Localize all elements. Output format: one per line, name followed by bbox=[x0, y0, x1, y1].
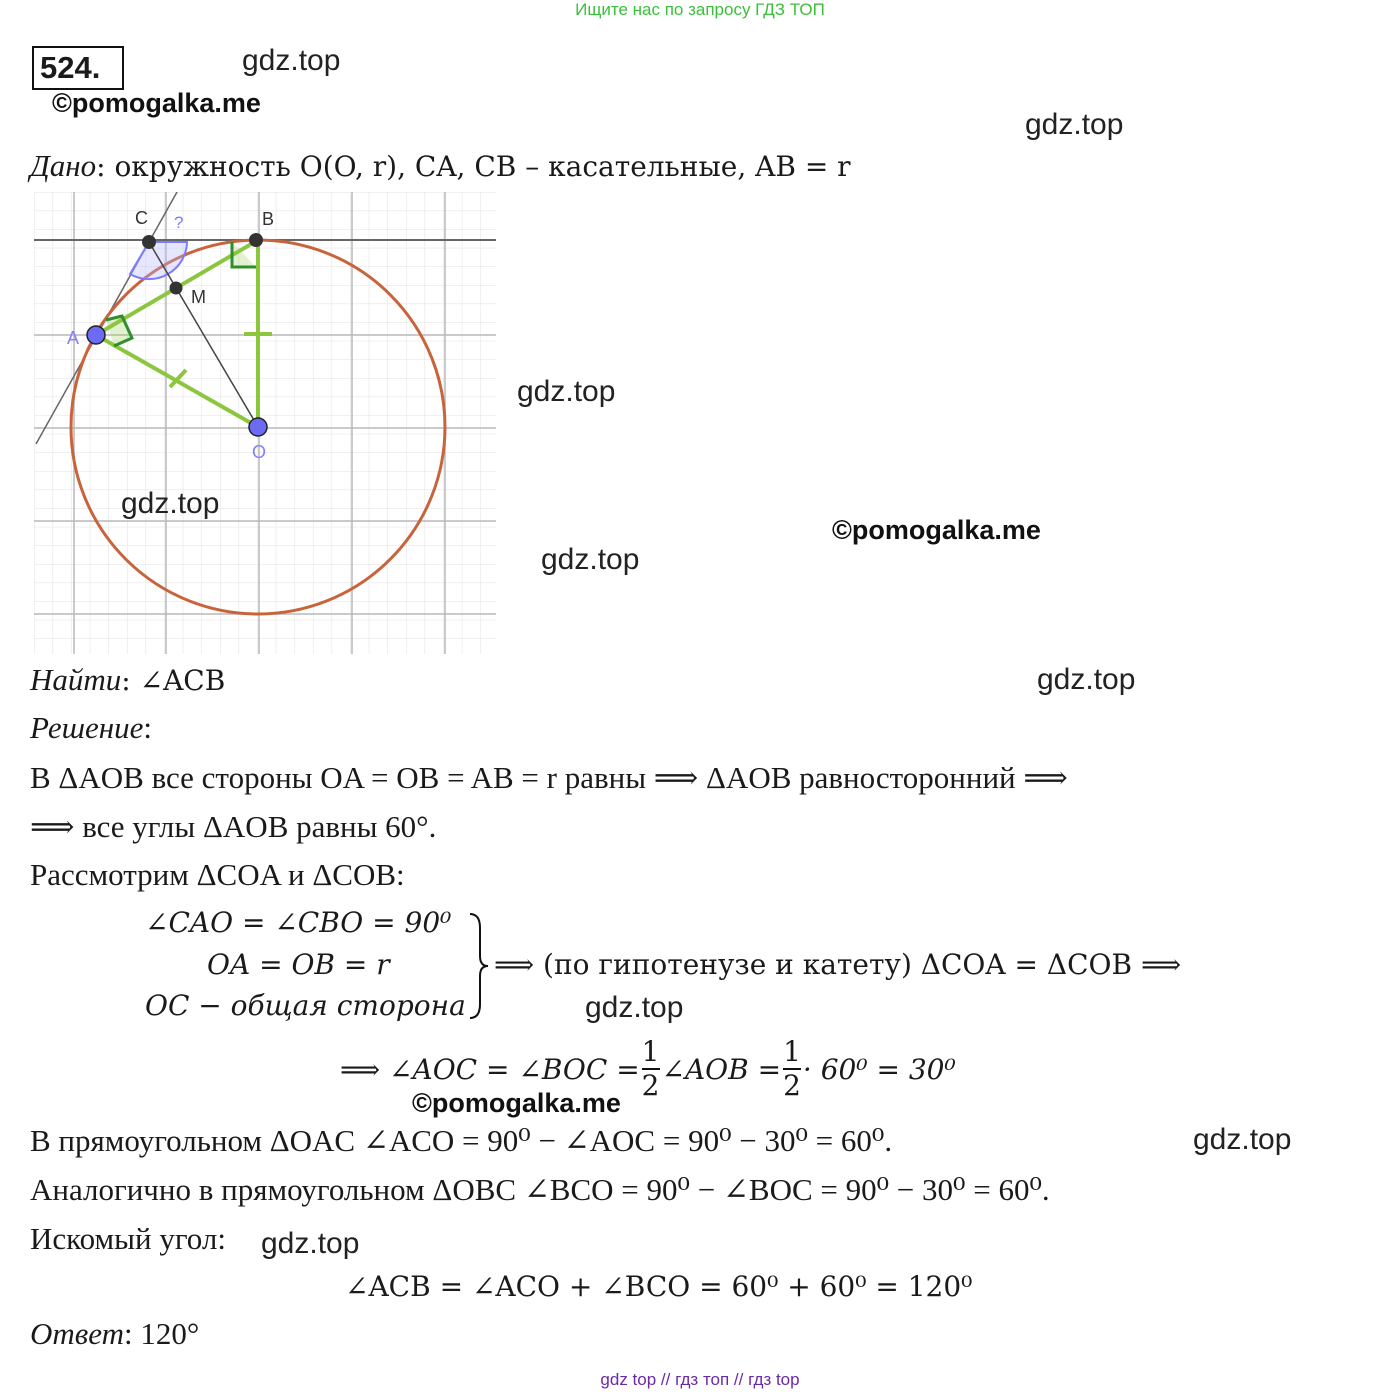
eq-part-c: · 60⁰ = 30⁰ bbox=[802, 1052, 956, 1086]
answer-line bbox=[30, 1316, 199, 1352]
find-line bbox=[30, 662, 225, 698]
fraction-num: 1 bbox=[783, 1035, 801, 1068]
fraction-den: 2 bbox=[641, 1069, 660, 1102]
system-line-1: ∠CAO = ∠CBO = 90⁰ bbox=[145, 906, 452, 939]
point-c bbox=[142, 235, 156, 249]
given-label: Дано bbox=[30, 148, 97, 183]
top-banner[interactable]: Ищите нас по запросу ГДЗ ТОП bbox=[575, 0, 825, 19]
eq-part-b: ∠AOB = bbox=[661, 1052, 782, 1086]
point-a bbox=[87, 326, 105, 344]
fraction-half-1 bbox=[642, 1036, 660, 1102]
label-o: O bbox=[252, 442, 267, 462]
watermark-pomogalka: ©pomogalka.me bbox=[52, 88, 261, 118]
watermark-gdz: gdz.top bbox=[541, 543, 640, 576]
system-brace bbox=[466, 910, 490, 1022]
watermark-gdz: gdz.top bbox=[517, 375, 616, 408]
eq-part-a: ⟹ ∠AOC = ∠BOC = bbox=[340, 1052, 640, 1086]
solution-line-6: Искомый угол: bbox=[30, 1221, 226, 1256]
label-c: C bbox=[135, 208, 148, 228]
given-line bbox=[30, 148, 851, 184]
given-text: : окружность O(O, r), CA, CB – касательные, AB = r bbox=[96, 150, 851, 183]
find-label: Найти bbox=[30, 662, 122, 697]
system-result: ⟹ (по гипотенузе и катету) ΔCOA = ΔCOB ⟹ bbox=[494, 948, 1182, 981]
watermark-gdz: gdz.top bbox=[585, 991, 684, 1024]
watermark-gdz: gdz.top bbox=[242, 44, 341, 77]
question-mark: ? bbox=[174, 213, 184, 232]
solution-line-1: В ΔAOB все стороны OA = OB = AB = r равны ⟹ ΔAOB равносторонний ⟹ bbox=[30, 760, 1068, 795]
solution-line-4: В прямоугольном ΔOAC ∠ACO = 90⁰ − ∠AOC = 90⁰ − 30⁰ = 60⁰. bbox=[30, 1123, 893, 1158]
solution-line-5: Аналогично в прямоугольном ΔOBC ∠BCO = 90⁰ − ∠BOC = 90⁰ − 30⁰ = 60⁰. bbox=[30, 1172, 1050, 1207]
watermark-pomogalka: ©pomogalka.me bbox=[832, 515, 1041, 545]
fraction-half-2 bbox=[783, 1036, 801, 1102]
label-b: B bbox=[262, 209, 275, 229]
system-line-2: OA = OB = r bbox=[207, 948, 390, 981]
answer-text: : 120° bbox=[123, 1316, 200, 1351]
final-equation: ∠ACB = ∠ACO + ∠BCO = 60⁰ + 60⁰ = 120⁰ bbox=[345, 1270, 973, 1303]
point-o bbox=[249, 418, 267, 436]
footer-links[interactable]: gdz top // гдз топ // гдз top bbox=[600, 1370, 800, 1389]
label-a: A bbox=[67, 328, 80, 348]
answer-label: Ответ bbox=[30, 1316, 124, 1351]
solution-colon: : bbox=[143, 710, 152, 745]
watermark-gdz: gdz.top bbox=[1025, 108, 1124, 141]
watermark-pomogalka: ©pomogalka.me bbox=[412, 1088, 621, 1118]
find-text: : ∠ACB bbox=[121, 664, 226, 697]
solution-line-3: Рассмотрим ΔCOA и ΔCOB: bbox=[30, 857, 405, 892]
solution-label: Решение bbox=[30, 710, 144, 745]
system-line-3: OC − общая сторона bbox=[145, 989, 466, 1022]
point-b bbox=[249, 233, 263, 247]
fraction-den: 2 bbox=[783, 1069, 801, 1102]
problem-number: 524. bbox=[32, 46, 124, 90]
watermark-gdz: gdz.top bbox=[121, 487, 220, 520]
point-m bbox=[170, 282, 183, 295]
watermark-gdz: gdz.top bbox=[1193, 1123, 1292, 1156]
watermark-gdz: gdz.top bbox=[261, 1227, 360, 1260]
fraction-num: 1 bbox=[641, 1035, 660, 1068]
solution-heading bbox=[30, 710, 152, 746]
solution-line-2: ⟹ все углы ΔAOB равны 60°. bbox=[30, 809, 437, 844]
watermark-gdz: gdz.top bbox=[1037, 663, 1136, 696]
label-m: M bbox=[191, 287, 206, 307]
geometry-figure bbox=[34, 192, 496, 654]
